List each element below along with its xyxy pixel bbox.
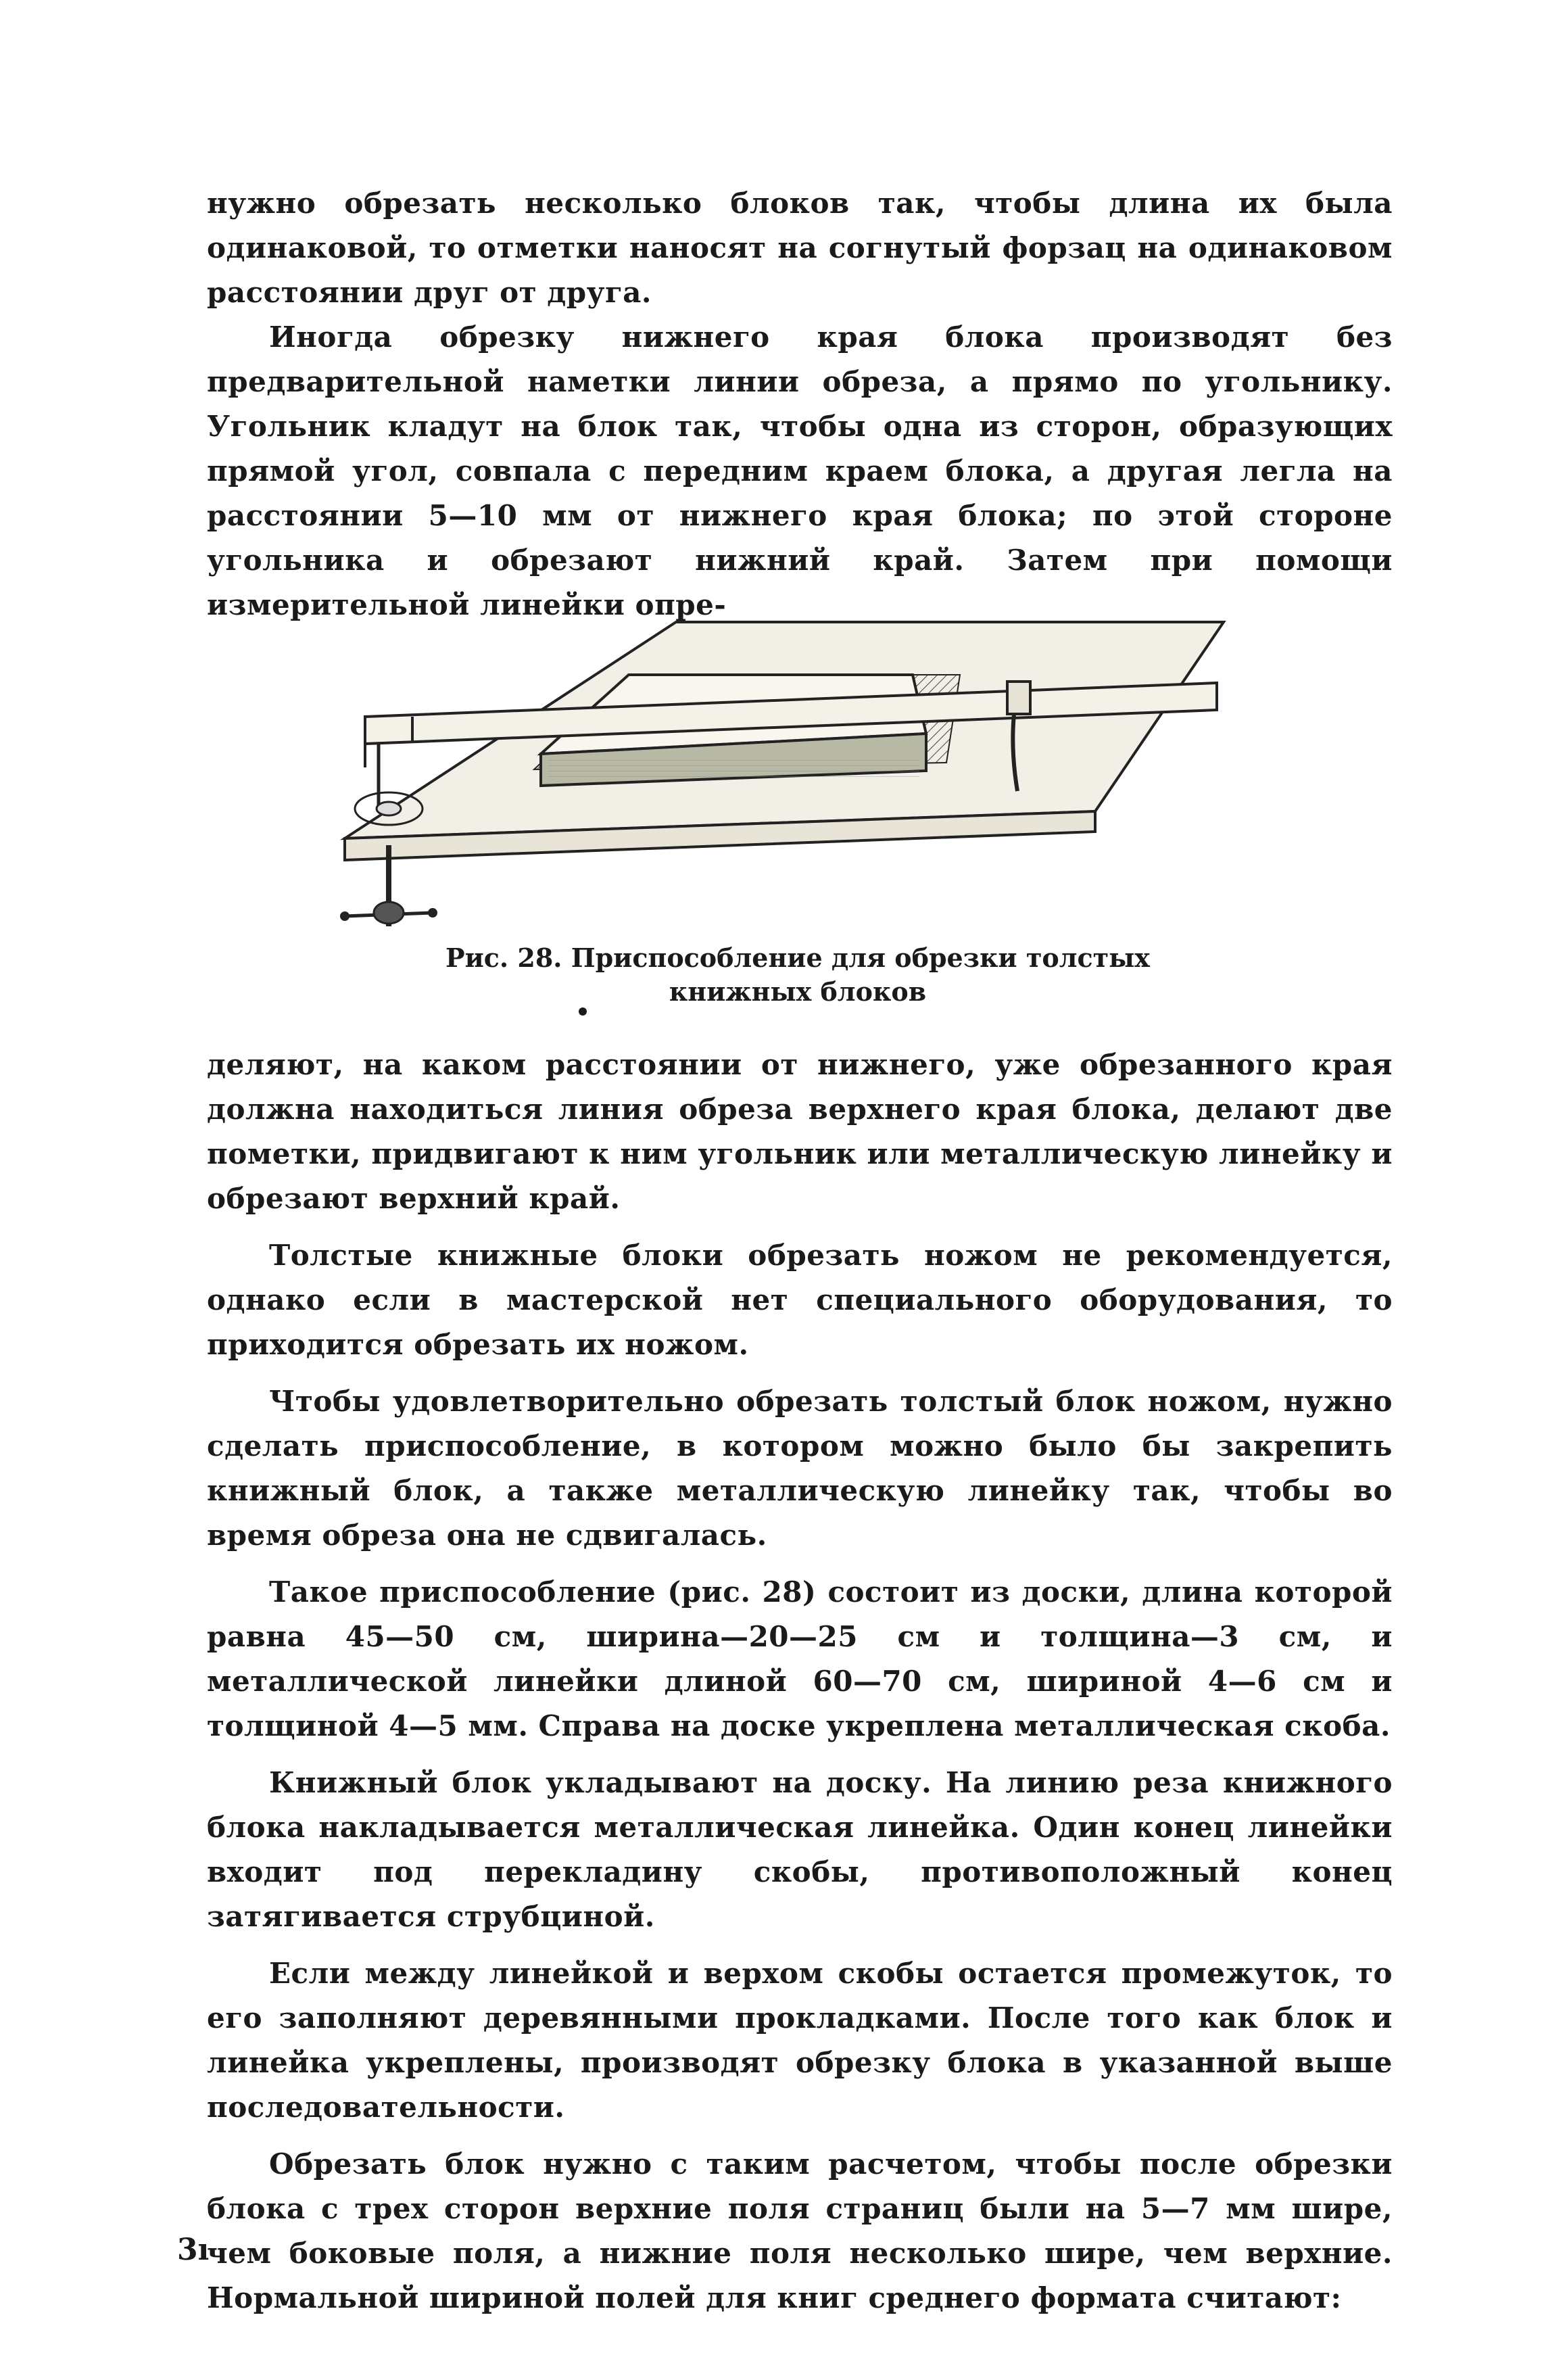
paragraph: Обрезать блок нужно с таким расчетом, чтобы после обрезки блока с трех сторон верхние поля страниц были на 5—7 мм шире, чем боковые поля, а нижние поля несколько шире, чем верхние. Нормальной шириной полей для книг среднего формата считают: xyxy=(207,2147,1393,2314)
caption-line: книжных блоков xyxy=(669,976,927,1007)
paragraph: Толстые книжные блоки обрезать ножом не рекомендуется, однако если в мастерской нет специального оборудования, то приходится обрезать их ножом. xyxy=(207,1239,1393,1361)
caption-line: Рис. 28. Приспособление для обрезки толстых xyxy=(445,943,1150,973)
figure-caption xyxy=(379,941,1217,1009)
trimming-device-illustration xyxy=(324,609,1271,947)
paragraph: нужно обрезать несколько блоков так, чтобы длина их была одинаковой, то отметки наносят на согнутый форзац на одинаковом расстоянии друг от друга. xyxy=(207,187,1393,309)
figure-trimming-device xyxy=(324,609,1271,947)
print-dot xyxy=(579,1007,587,1016)
paragraph: Книжный блок укладывают на доску. На линию реза книжного блока накладывается металлическая линейка. Один конец линейки входит под перекладину скобы, противоположный конец затягивается струбциной. xyxy=(207,1766,1393,1933)
text-block-bottom xyxy=(207,1043,1393,2320)
paragraph: Такое приспособление (рис. 28) состоит из доски, длина которой равна 45—50 см, ширина—20—25 см и толщина—3 см, и металлической линейки длиной 60—70 см, шириной 4—6 см и толщиной 4—5 мм. Справа на доске укреплена металлическая скоба. xyxy=(207,1575,1393,1742)
text-block-top xyxy=(207,181,1393,627)
paragraph: Чтобы удовлетворительно обрезать толстый блок ножом, нужно сделать приспособление, в котором можно было бы закрепить книжный блок, а также металлическую линейку так, чтобы во время обреза она не сдвигалась. xyxy=(207,1385,1393,1552)
paragraph: Если между линейкой и верхом скобы остается промежуток, то его заполняют деревянными прокладками. После того как блок и линейка укреплены, производят обрезку блока в указанной выше последовательности. xyxy=(207,1957,1393,2124)
page-number: 3ı xyxy=(177,2233,210,2267)
paragraph: Иногда обрезку нижнего края блока производят без предварительной наметки линии обреза, а прямо по угольнику. Угольник кладут на блок так, чтобы одна из сторон, образующих прямой угол, совпала с передним краем блока, а другая легла на расстоянии 5—10 мм от нижнего края блока; по этой стороне угольника и обрезают нижний край. Затем при помощи измерительной линейки опре- xyxy=(207,320,1393,621)
paragraph: деляют, на каком расстоянии от нижнего, уже обрезанного края должна находиться линия обреза верхнего края блока, делают две пометки, придвигают к ним угольник или металлическую линейку и обрезают верхний край. xyxy=(207,1048,1393,1215)
